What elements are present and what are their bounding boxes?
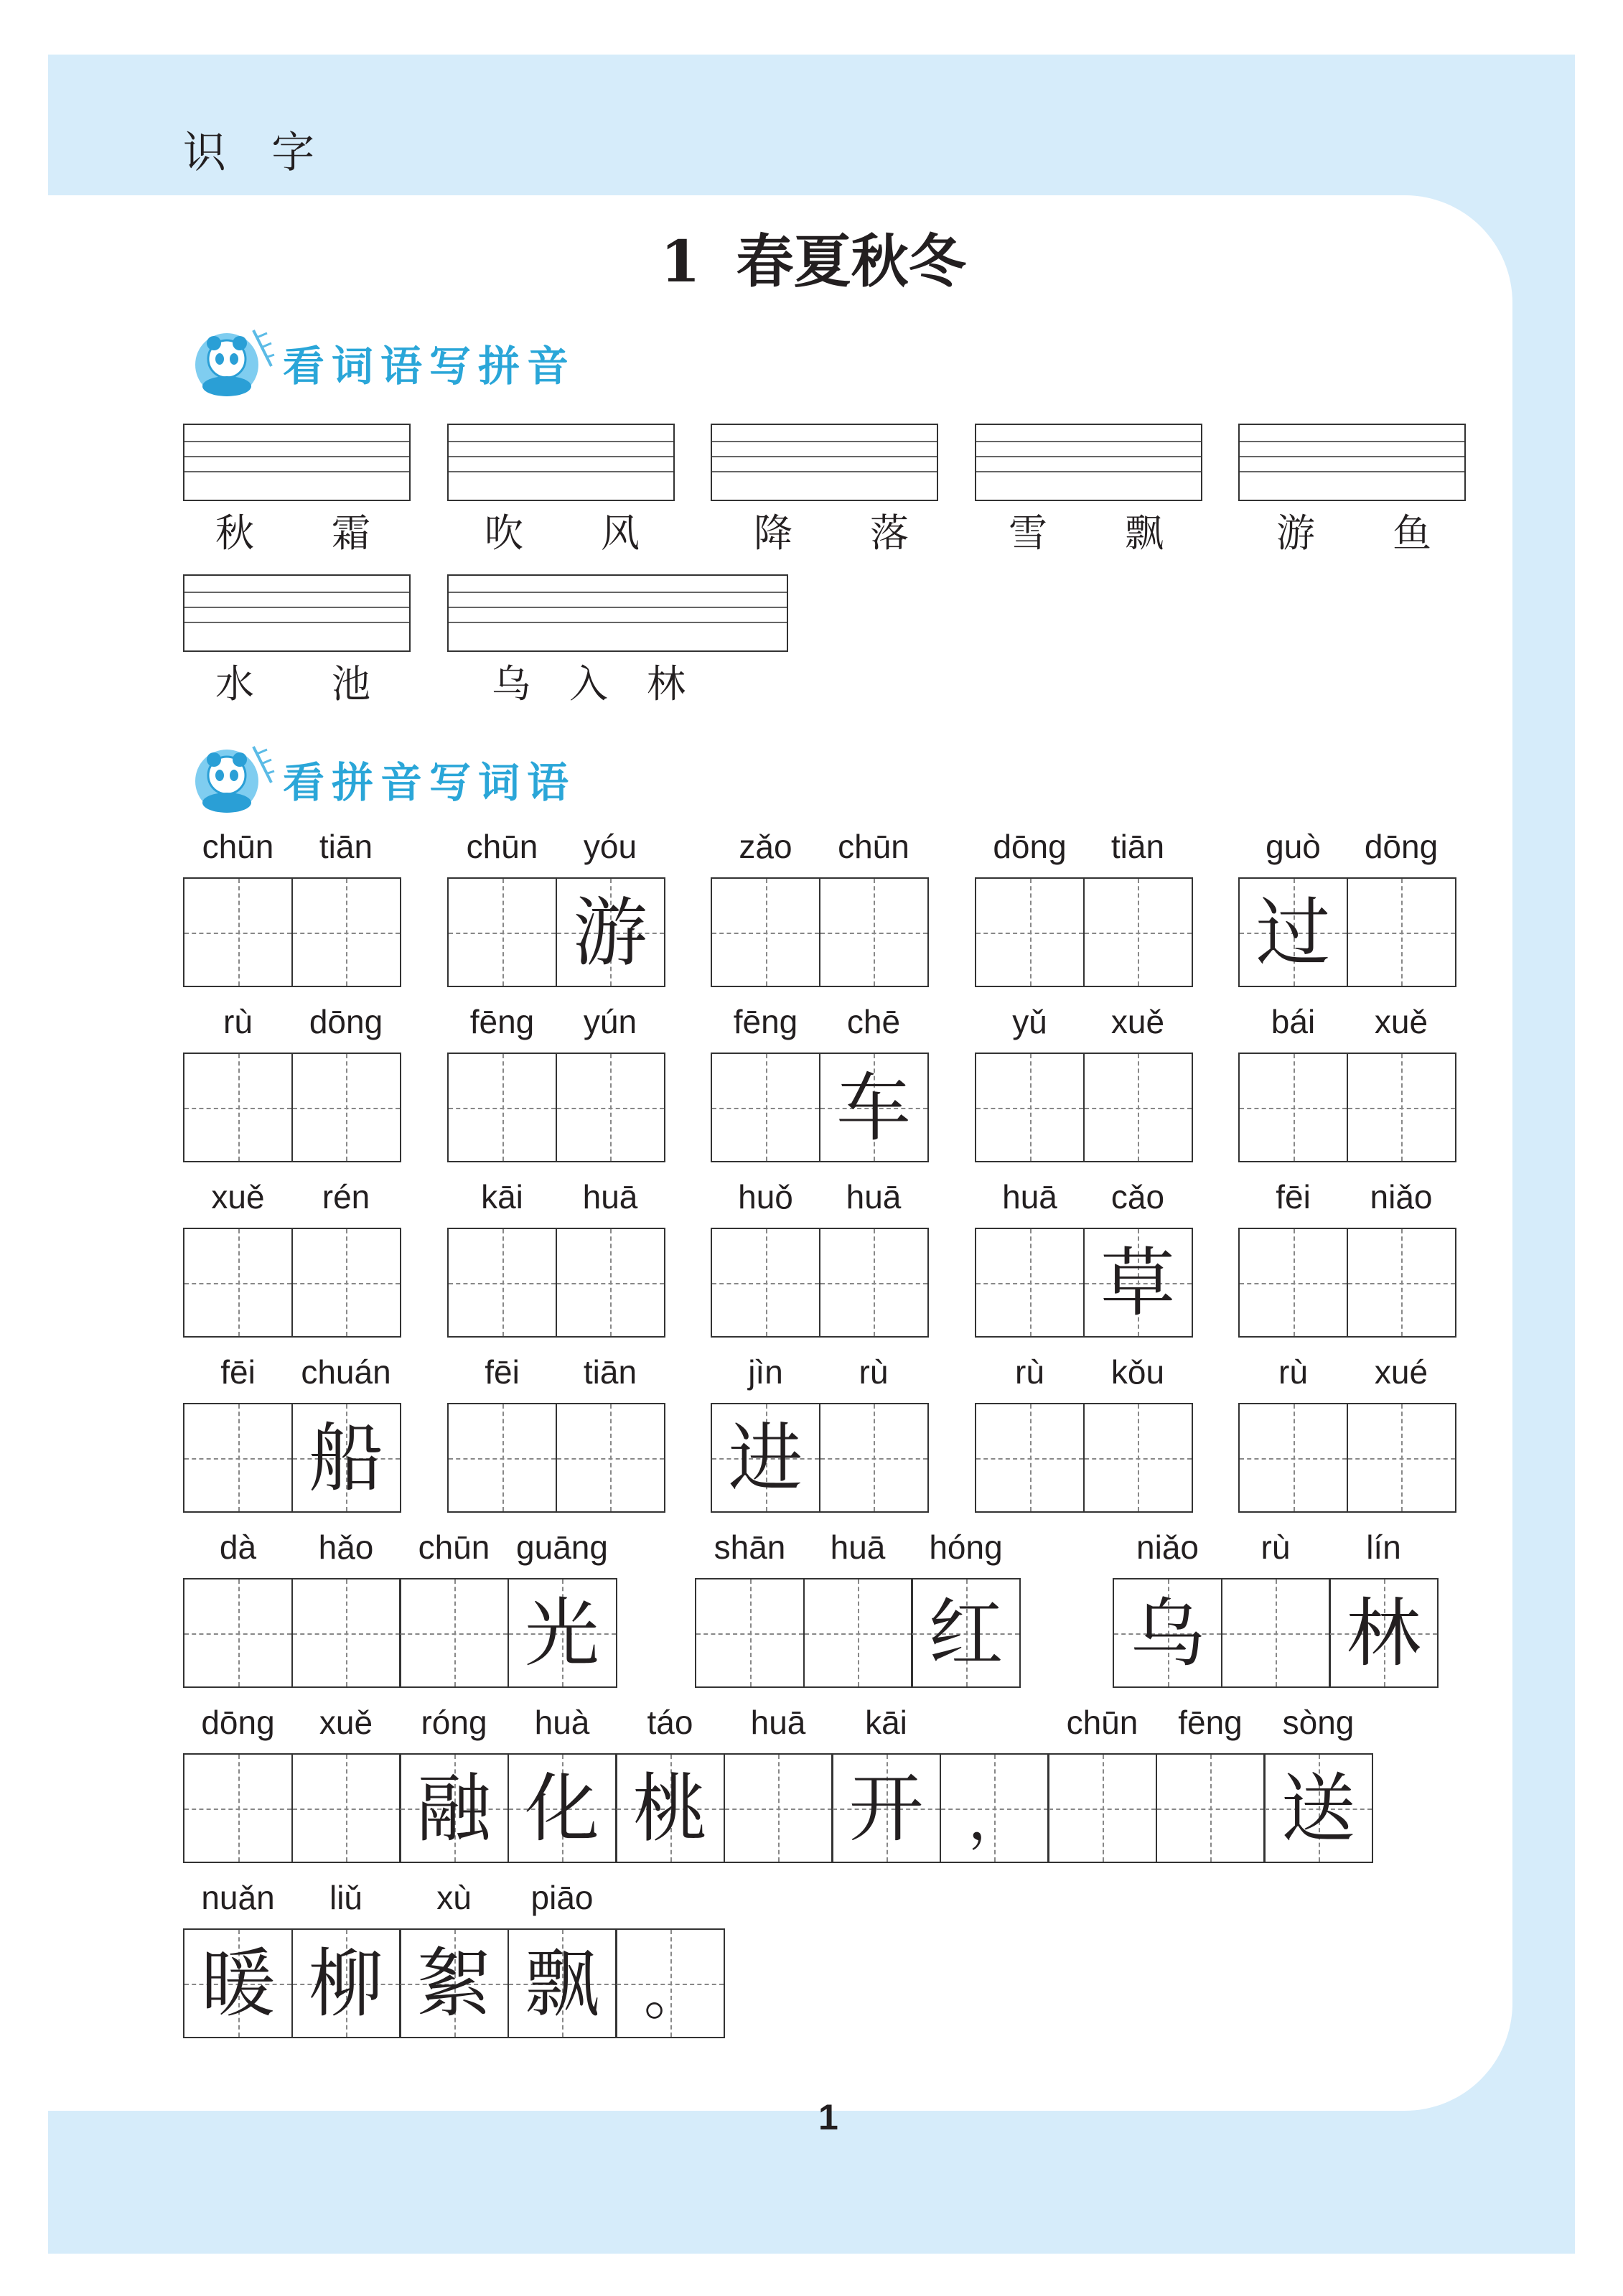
pinyin-label: dōng: [1364, 828, 1439, 865]
given-character: 游: [572, 889, 647, 976]
pinyin-label: dà: [219, 1529, 257, 1566]
writing-cell[interactable]: [1083, 1053, 1193, 1162]
writing-cell[interactable]: [1047, 1753, 1157, 1863]
character-grid: [711, 1228, 927, 1338]
character-grid: [975, 1403, 1191, 1513]
writing-cell[interactable]: [183, 1403, 293, 1513]
pinyin-label: fēi: [485, 1353, 520, 1391]
pinyin-label: yóu: [583, 828, 637, 865]
character-grid: [183, 1753, 1372, 1863]
pinyin-label: chē: [846, 1003, 901, 1040]
writing-cell[interactable]: [291, 1928, 401, 2038]
pinyin-label: piāo: [530, 1879, 594, 1916]
pinyin-writing-box[interactable]: [711, 424, 938, 501]
writing-cell[interactable]: [399, 1928, 509, 2038]
writing-cell[interactable]: [1083, 1228, 1193, 1338]
writing-cell[interactable]: [1221, 1578, 1331, 1688]
pinyin-label: sòng: [1282, 1704, 1355, 1741]
pinyin-label: tiān: [583, 1353, 637, 1391]
writing-cell[interactable]: [819, 877, 929, 987]
writing-cell[interactable]: [975, 1053, 1085, 1162]
pinyin-label: chūn: [202, 828, 274, 865]
pinyin-label: huà: [534, 1704, 590, 1741]
heading-text: 看拼音写词语: [283, 758, 576, 807]
writing-cell[interactable]: [508, 1753, 617, 1863]
writing-cell[interactable]: [1238, 877, 1348, 987]
pinyin-label: dōng: [309, 1003, 383, 1040]
given-character: 过: [1255, 889, 1331, 976]
writing-cell[interactable]: [711, 877, 820, 987]
pinyin-label: xuě: [1374, 1003, 1428, 1040]
writing-cell[interactable]: [803, 1578, 913, 1688]
character-grid: [975, 877, 1191, 987]
given-character: ，: [968, 1786, 1026, 1852]
writing-cell[interactable]: [291, 1053, 401, 1162]
pinyin-label: róng: [421, 1704, 487, 1741]
pinyin-label: niǎo: [1136, 1529, 1199, 1566]
given-character: 飘: [524, 1940, 599, 2027]
pinyin-label: huā: [750, 1704, 806, 1741]
writing-cell[interactable]: [940, 1753, 1049, 1863]
pinyin-label: xuě: [319, 1704, 373, 1741]
writing-cell[interactable]: [291, 877, 401, 987]
writing-cell[interactable]: [695, 1578, 805, 1688]
writing-cell[interactable]: [183, 1753, 293, 1863]
given-character: 融: [416, 1765, 492, 1852]
character-grid: [1238, 1053, 1454, 1162]
pinyin-label: niǎo: [1370, 1178, 1433, 1215]
pinyin-label: rù: [1260, 1529, 1291, 1566]
writing-cell[interactable]: [819, 1228, 929, 1338]
page-number: 1: [818, 2097, 838, 2137]
character-grid: [1238, 877, 1454, 987]
word-prompt: 乌 入 林: [492, 661, 686, 706]
pinyin-label: xuě: [1110, 1003, 1165, 1040]
writing-cell[interactable]: [1083, 877, 1193, 987]
writing-cell[interactable]: [1263, 1753, 1373, 1863]
pinyin-label: huǒ: [738, 1178, 793, 1215]
given-character: 柳: [308, 1940, 383, 2027]
character-grid: [447, 1403, 663, 1513]
writing-cell[interactable]: [291, 1753, 401, 1863]
given-character: 车: [836, 1064, 911, 1152]
character-grid: [447, 1053, 663, 1162]
writing-cell[interactable]: [447, 1228, 557, 1338]
lesson-number: 1: [660, 228, 701, 295]
pinyin-label: huā: [830, 1529, 886, 1566]
given-character: 光: [524, 1590, 599, 1677]
pinyin-label: tiān: [1110, 828, 1165, 865]
writing-cell[interactable]: [291, 1403, 401, 1513]
lesson-name: 春夏秋冬: [736, 228, 966, 295]
pinyin-label: fēi: [1276, 1178, 1311, 1215]
pinyin-label: xuě: [211, 1178, 265, 1215]
pinyin-label: rù: [859, 1353, 889, 1391]
character-grid: [711, 877, 927, 987]
character-grid: [183, 1403, 399, 1513]
pinyin-label: huā: [582, 1178, 638, 1215]
pinyin-label: shān: [714, 1529, 786, 1566]
writing-cell[interactable]: [711, 1228, 820, 1338]
word-prompt: 雪 飘: [1009, 510, 1164, 556]
lesson-title: [660, 215, 966, 298]
pinyin-label: rén: [322, 1178, 370, 1215]
writing-cell[interactable]: [508, 1578, 617, 1688]
pinyin-label: chūn: [466, 828, 538, 865]
pinyin-label: fēng: [1178, 1704, 1243, 1741]
writing-cell[interactable]: [447, 1403, 557, 1513]
given-character: 。: [644, 1961, 701, 2027]
heading-word-exercise: [185, 739, 576, 818]
character-grid: [711, 1053, 927, 1162]
panda-icon: [185, 739, 279, 818]
writing-cell[interactable]: [399, 1578, 509, 1688]
heading-text: 看词语写拼音: [283, 342, 576, 391]
pinyin-label: nuǎn: [201, 1879, 275, 1916]
writing-cell[interactable]: [1238, 1403, 1348, 1513]
writing-cell[interactable]: [447, 1053, 557, 1162]
given-character: 桃: [632, 1765, 708, 1852]
writing-cell[interactable]: [1113, 1578, 1222, 1688]
given-character: 乌: [1130, 1590, 1205, 1677]
pinyin-label: hǎo: [318, 1529, 374, 1566]
writing-cell[interactable]: [615, 1753, 725, 1863]
writing-cell[interactable]: [291, 1578, 401, 1688]
character-grid: [183, 877, 399, 987]
pinyin-label: chuán: [301, 1353, 391, 1391]
heading-pinyin-exercise: [185, 323, 576, 402]
pinyin-label: huā: [1002, 1178, 1057, 1215]
character-grid: [711, 1403, 927, 1513]
character-grid: [975, 1053, 1191, 1162]
word-prompt: 秋 霜: [215, 510, 370, 556]
given-character: 暖: [200, 1940, 276, 2027]
writing-cell[interactable]: [556, 877, 665, 987]
pinyin-label: kǒu: [1110, 1353, 1165, 1391]
pinyin-label: rù: [1015, 1353, 1044, 1391]
pinyin-writing-box[interactable]: [1238, 424, 1466, 501]
given-character: 化: [524, 1765, 599, 1852]
pinyin-writing-box[interactable]: [183, 424, 411, 501]
pinyin-label: chūn: [1066, 1704, 1138, 1741]
pinyin-label: chūn: [838, 828, 909, 865]
pinyin-label: guāng: [516, 1529, 608, 1566]
writing-cell[interactable]: [975, 877, 1085, 987]
writing-cell[interactable]: [1329, 1578, 1439, 1688]
word-prompt: 水 池: [215, 661, 370, 706]
pinyin-label: lín: [1366, 1529, 1401, 1566]
pinyin-label: jìn: [748, 1353, 783, 1391]
writing-cell[interactable]: [1347, 877, 1456, 987]
given-character: 进: [728, 1414, 803, 1502]
writing-cell[interactable]: [556, 1053, 665, 1162]
character-grid: [183, 1578, 615, 1688]
pinyin-label: huā: [846, 1178, 902, 1215]
pinyin-label: dōng: [993, 828, 1067, 865]
pinyin-label: kāi: [865, 1704, 907, 1741]
given-character: 草: [1100, 1239, 1175, 1327]
pinyin-label: yǔ: [1012, 1003, 1047, 1040]
given-character: 林: [1346, 1590, 1421, 1677]
character-grid: [1238, 1403, 1454, 1513]
writing-cell[interactable]: [911, 1578, 1021, 1688]
word-prompt: 降 落: [754, 510, 909, 556]
writing-cell[interactable]: [291, 1228, 401, 1338]
given-character: 絮: [416, 1940, 492, 2027]
given-character: 船: [308, 1414, 383, 1502]
writing-cell[interactable]: [724, 1753, 833, 1863]
writing-cell[interactable]: [183, 1053, 293, 1162]
writing-cell[interactable]: [819, 1403, 929, 1513]
pinyin-writing-box[interactable]: [183, 574, 411, 652]
pinyin-label: xù: [436, 1879, 472, 1916]
character-grid: [1113, 1578, 1437, 1688]
pinyin-label: guò: [1266, 828, 1321, 865]
pinyin-writing-box[interactable]: [447, 424, 675, 501]
writing-cell[interactable]: [556, 1403, 665, 1513]
writing-cell[interactable]: [508, 1928, 617, 2038]
pinyin-writing-box[interactable]: [975, 424, 1202, 501]
pinyin-label: rù: [1278, 1353, 1308, 1391]
character-grid: [695, 1578, 1019, 1688]
panda-icon: [185, 323, 279, 402]
writing-cell[interactable]: [819, 1053, 929, 1162]
writing-cell[interactable]: [183, 1228, 293, 1338]
character-grid: [1238, 1228, 1454, 1338]
pinyin-label: tiān: [319, 828, 373, 865]
writing-cell[interactable]: [1238, 1228, 1348, 1338]
section-label: 识 字: [183, 128, 331, 178]
pinyin-label: fēi: [220, 1353, 256, 1391]
writing-cell[interactable]: [1083, 1403, 1193, 1513]
pinyin-label: kāi: [481, 1178, 523, 1215]
writing-cell[interactable]: [831, 1753, 941, 1863]
pinyin-label: cǎo: [1110, 1178, 1165, 1215]
pinyin-label: yún: [583, 1003, 637, 1040]
pinyin-label: liǔ: [329, 1879, 363, 1916]
pinyin-label: fēng: [733, 1003, 798, 1040]
pinyin-label: bái: [1271, 1003, 1316, 1040]
word-prompt: 游 鱼: [1276, 510, 1431, 556]
character-grid: [447, 877, 663, 987]
writing-cell[interactable]: [447, 877, 557, 987]
character-grid: [447, 1228, 663, 1338]
writing-cell[interactable]: [615, 1928, 725, 2038]
writing-cell[interactable]: [183, 877, 293, 987]
writing-cell[interactable]: [183, 1928, 293, 2038]
pinyin-writing-box[interactable]: [447, 574, 788, 652]
writing-cell[interactable]: [711, 1403, 820, 1513]
pinyin-label: fēng: [469, 1003, 535, 1040]
pinyin-label: táo: [647, 1704, 693, 1741]
writing-cell[interactable]: [1156, 1753, 1266, 1863]
pinyin-label: rù: [223, 1003, 253, 1040]
character-grid: [183, 1053, 399, 1162]
character-grid: [183, 1928, 724, 2038]
character-grid: [975, 1228, 1191, 1338]
pinyin-label: xué: [1374, 1353, 1428, 1391]
pinyin-label: dōng: [201, 1704, 275, 1741]
pinyin-label: hóng: [929, 1529, 1003, 1566]
writing-cell[interactable]: [556, 1228, 665, 1338]
word-prompt: 吹 风: [485, 510, 640, 556]
writing-cell[interactable]: [1347, 1053, 1456, 1162]
character-grid: [183, 1228, 399, 1338]
writing-cell[interactable]: [975, 1403, 1085, 1513]
given-character: 开: [848, 1765, 924, 1852]
writing-cell[interactable]: [1347, 1228, 1456, 1338]
writing-cell[interactable]: [1238, 1053, 1348, 1162]
writing-cell[interactable]: [183, 1578, 293, 1688]
given-character: 送: [1281, 1765, 1356, 1852]
pinyin-label: zǎo: [739, 828, 792, 865]
writing-cell[interactable]: [1347, 1403, 1456, 1513]
pinyin-label: chūn: [418, 1529, 490, 1566]
given-character: 红: [928, 1590, 1004, 1677]
writing-cell[interactable]: [711, 1053, 820, 1162]
writing-cell[interactable]: [399, 1753, 509, 1863]
writing-cell[interactable]: [975, 1228, 1085, 1338]
